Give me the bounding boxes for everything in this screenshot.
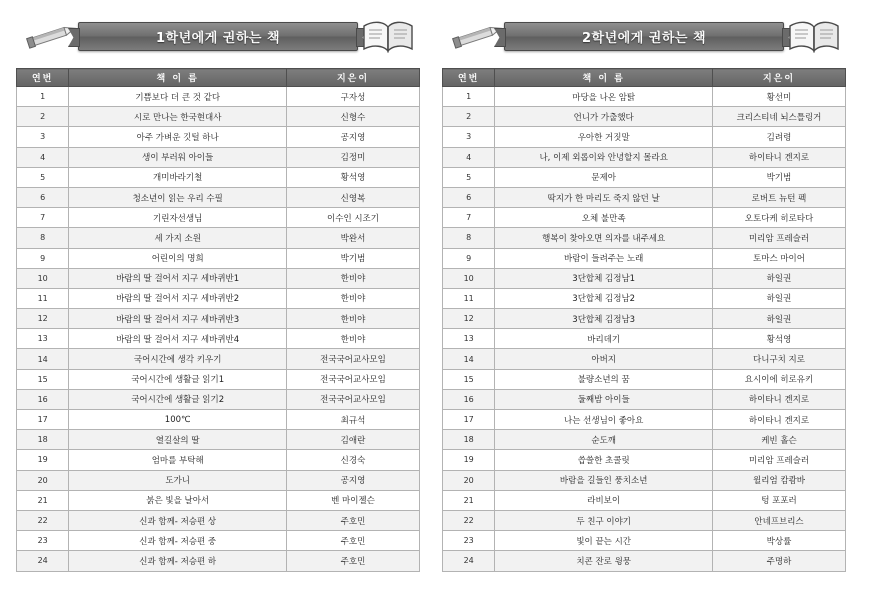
cell-author: 로버트 뉴턴 펙 [713,187,846,207]
cell-title: 행복이 찾아오면 의자를 내주세요 [495,228,713,248]
cell-title: 국어시간에 생활글 읽기1 [69,369,287,389]
table-row [17,127,420,147]
table-row [17,228,420,248]
cell-author: 주호민 [287,551,420,571]
table-row [17,430,420,450]
table-header-row [17,69,420,87]
cell-no: 24 [17,551,69,571]
cell-author: 주호민 [287,531,420,551]
cell-author: 박기범 [713,167,846,187]
cell-no: 16 [17,389,69,409]
cell-no: 18 [17,430,69,450]
table-row [17,349,420,369]
cell-author: 전국국어교사모임 [287,389,420,409]
panel-title: 1학년에게 권하는 책 [155,31,281,46]
cell-no: 18 [443,430,495,450]
cell-title: 바람의 딸 걸어서 지구 세바퀴반1 [69,268,287,288]
cell-author: 황선미 [713,87,846,107]
cell-author: 하이타니 겐지로 [713,410,846,430]
table-row [17,288,420,308]
cell-author: 하일권 [713,268,846,288]
cell-author: 신형수 [287,107,420,127]
cell-title: 세 가지 소원 [69,228,287,248]
table-row [17,450,420,470]
table-row [17,107,420,127]
table-body-grade2 [443,87,846,572]
cell-title: 엄마를 부탁해 [69,450,287,470]
cell-author: 미리암 프레슬러 [713,450,846,470]
cell-title: 아주 가벼운 깃털 하나 [69,127,287,147]
table-row [443,309,846,329]
cell-author: 미리암 프레슬러 [713,228,846,248]
cell-author: 이수인 시조기 [287,208,420,228]
table-row [17,490,420,510]
cell-title: 도가니 [69,470,287,490]
cell-no: 14 [443,349,495,369]
cell-no: 23 [443,531,495,551]
cell-title: 나는 선생님이 좋아요 [495,410,713,430]
cell-title: 국어시간에 생활글 읽기2 [69,389,287,409]
cell-author: 하이타니 겐지로 [713,147,846,167]
cell-no: 3 [443,127,495,147]
cell-no: 1 [443,87,495,107]
cell-author: 신영복 [287,187,420,207]
cell-author: 구자성 [287,87,420,107]
table-row [17,389,420,409]
cell-title: 바람의 딸 걸어서 지구 세바퀴반4 [69,329,287,349]
cell-title: 우아한 거짓말 [495,127,713,147]
pencil-icon [22,20,80,52]
table-row [17,329,420,349]
cell-title: 라비보이 [495,490,713,510]
cell-author: 하일권 [713,309,846,329]
banner-ribbon [78,22,358,51]
cell-title: 딱지가 한 마리도 죽지 않던 날 [495,187,713,207]
cell-title: 국어시간에 생각 키우기 [69,349,287,369]
table-row [443,248,846,268]
cell-title: 바리데기 [495,329,713,349]
table-row [17,248,420,268]
cell-author: 전국국어교사모임 [287,369,420,389]
cell-author: 박상률 [713,531,846,551]
cell-no: 11 [17,288,69,308]
table-row [17,147,420,167]
cell-author: 텅 포포러 [713,490,846,510]
cell-no: 7 [443,208,495,228]
cell-no: 4 [17,147,69,167]
cell-no: 17 [443,410,495,430]
cell-title: 신과 함께- 저승편 중 [69,531,287,551]
table-row [443,329,846,349]
cell-author: 박완서 [287,228,420,248]
cell-author: 주명하 [713,551,846,571]
cell-title: 마당을 나온 암탉 [495,87,713,107]
cell-title: 바람을 길들인 풍치소년 [495,470,713,490]
table-row [443,288,846,308]
cell-author: 한비야 [287,329,420,349]
cell-author: 케빈 홀슨 [713,430,846,450]
cell-no: 21 [17,490,69,510]
cell-author: 황석영 [713,329,846,349]
cell-title: 100℃ [69,410,287,430]
cell-author: 안네프브리스 [713,510,846,530]
cell-no: 13 [17,329,69,349]
cell-title: 열길살의 딸 [69,430,287,450]
cell-no: 14 [17,349,69,369]
cell-author: 토마스 마이어 [713,248,846,268]
table-row [17,268,420,288]
cell-no: 11 [443,288,495,308]
cell-author: 공지영 [287,470,420,490]
cell-no: 5 [17,167,69,187]
cell-author: 요시이에 히로유키 [713,369,846,389]
cell-author: 크리스티네 뇌스틀링거 [713,107,846,127]
cell-title: 바람의 딸 걸어서 지구 세바퀴반2 [69,288,287,308]
cell-title: 기린자선생님 [69,208,287,228]
cell-no: 22 [443,510,495,530]
table-row [443,228,846,248]
column-header-author: 지은이 [287,69,420,87]
cell-author: 공지영 [287,127,420,147]
table-row [17,87,420,107]
open-book-icon [786,16,842,56]
cell-title: 불량소년의 꿈 [495,369,713,389]
column-header-title: 책 이 름 [495,69,713,87]
cell-title: 신과 함께- 저승편 하 [69,551,287,571]
cell-author: 하이타니 겐지로 [713,389,846,409]
cell-title: 3단합체 김정남2 [495,288,713,308]
table-row [443,470,846,490]
panel-banner [442,14,846,60]
table-row [443,187,846,207]
cell-title: 어린이의 명희 [69,248,287,268]
table-row [443,87,846,107]
cell-no: 17 [17,410,69,430]
table-row [17,410,420,430]
cell-title: 생이 부러워 아이들 [69,147,287,167]
cell-title: 나, 이제 외롭이와 안녕할지 몰라요 [495,147,713,167]
table-body-grade1 [17,87,420,572]
cell-title: 신과 함께- 저승편 상 [69,510,287,530]
cell-title: 둘째밤 아이들 [495,389,713,409]
cell-no: 6 [443,187,495,207]
banner-ribbon [504,22,784,51]
table-row [443,107,846,127]
cell-title: 순도깨 [495,430,713,450]
cell-author: 신경숙 [287,450,420,470]
cell-title: 3단합체 김정남3 [495,309,713,329]
table-row [443,167,846,187]
cell-author: 한비야 [287,309,420,329]
cell-no: 16 [443,389,495,409]
panel-banner [16,14,420,60]
table-row [17,510,420,530]
cell-title: 빛이 끝는 시간 [495,531,713,551]
cell-author: 윌리엄 캄쾀바 [713,470,846,490]
cell-title: 치콘 잔로 윙뭉 [495,551,713,571]
cell-author: 김정미 [287,147,420,167]
cell-no: 20 [17,470,69,490]
column-header-no: 연번 [17,69,69,87]
cell-title: 씁쓸한 초콜릿 [495,450,713,470]
cell-no: 22 [17,510,69,530]
cell-title: 청소년이 읽는 우리 수필 [69,187,287,207]
cell-title: 바람의 딸 걸어서 지구 세바퀴반3 [69,309,287,329]
cell-title: 바람이 들려주는 노래 [495,248,713,268]
cell-no: 6 [17,187,69,207]
book-table-grade2 [442,68,846,572]
cell-no: 20 [443,470,495,490]
table-row [443,349,846,369]
column-header-no: 연번 [443,69,495,87]
book-list-panel-grade2 [442,14,846,601]
cell-title: 두 친구 이야기 [495,510,713,530]
table-row [443,510,846,530]
cell-author: 김려령 [713,127,846,147]
cell-title: 언니가 가출했다 [495,107,713,127]
cell-author: 한비야 [287,288,420,308]
table-row [443,369,846,389]
cell-title: 붉은 빛을 날아서 [69,490,287,510]
cell-no: 9 [443,248,495,268]
cell-title: 기쁨보다 더 큰 것 같다 [69,87,287,107]
cell-title: 문제아 [495,167,713,187]
panel-title: 2학년에게 권하는 책 [581,31,707,46]
cell-title: 3단합체 김정남1 [495,268,713,288]
cell-author: 주호민 [287,510,420,530]
cell-title: 오체 불만족 [495,208,713,228]
cell-no: 8 [17,228,69,248]
table-row [443,147,846,167]
book-table-grade1 [16,68,420,572]
table-row [443,551,846,571]
cell-no: 23 [17,531,69,551]
column-header-title: 책 이 름 [69,69,287,87]
cell-title: 아버지 [495,349,713,369]
cell-no: 3 [17,127,69,147]
cell-title: 시로 만나는 한국현대사 [69,107,287,127]
cell-no: 19 [17,450,69,470]
cell-author: 하일권 [713,288,846,308]
cell-no: 4 [443,147,495,167]
cell-no: 8 [443,228,495,248]
table-row [443,127,846,147]
cell-no: 5 [443,167,495,187]
cell-no: 2 [443,107,495,127]
table-row [443,430,846,450]
table-row [443,410,846,430]
table-row [17,369,420,389]
cell-no: 10 [443,268,495,288]
cell-author: 황석영 [287,167,420,187]
cell-author: 다니구치 지로 [713,349,846,369]
book-list-panel-grade1 [16,14,420,601]
table-row [17,309,420,329]
table-row [443,268,846,288]
table-row [443,490,846,510]
cell-no: 19 [443,450,495,470]
cell-no: 24 [443,551,495,571]
table-row [17,531,420,551]
cell-no: 9 [17,248,69,268]
table-row [443,531,846,551]
cell-author: 벤 마이젤슨 [287,490,420,510]
cell-title: 개미바라기철 [69,167,287,187]
table-row [443,389,846,409]
cell-no: 12 [17,309,69,329]
table-row [443,208,846,228]
column-header-author: 지은이 [713,69,846,87]
table-header-row [443,69,846,87]
cell-no: 7 [17,208,69,228]
table-row [17,208,420,228]
table-row [17,470,420,490]
cell-no: 12 [443,309,495,329]
table-row [17,187,420,207]
cell-author: 김애란 [287,430,420,450]
cell-no: 10 [17,268,69,288]
table-row [443,450,846,470]
table-row [17,167,420,187]
cell-no: 15 [443,369,495,389]
cell-no: 1 [17,87,69,107]
cell-author: 최규석 [287,410,420,430]
cell-author: 오토다케 히로타다 [713,208,846,228]
cell-no: 13 [443,329,495,349]
cell-no: 21 [443,490,495,510]
cell-no: 15 [17,369,69,389]
cell-author: 한비야 [287,268,420,288]
open-book-icon [360,16,416,56]
cell-no: 2 [17,107,69,127]
table-row [17,551,420,571]
cell-author: 전국국어교사모임 [287,349,420,369]
cell-author: 박기범 [287,248,420,268]
pencil-icon [448,20,506,52]
